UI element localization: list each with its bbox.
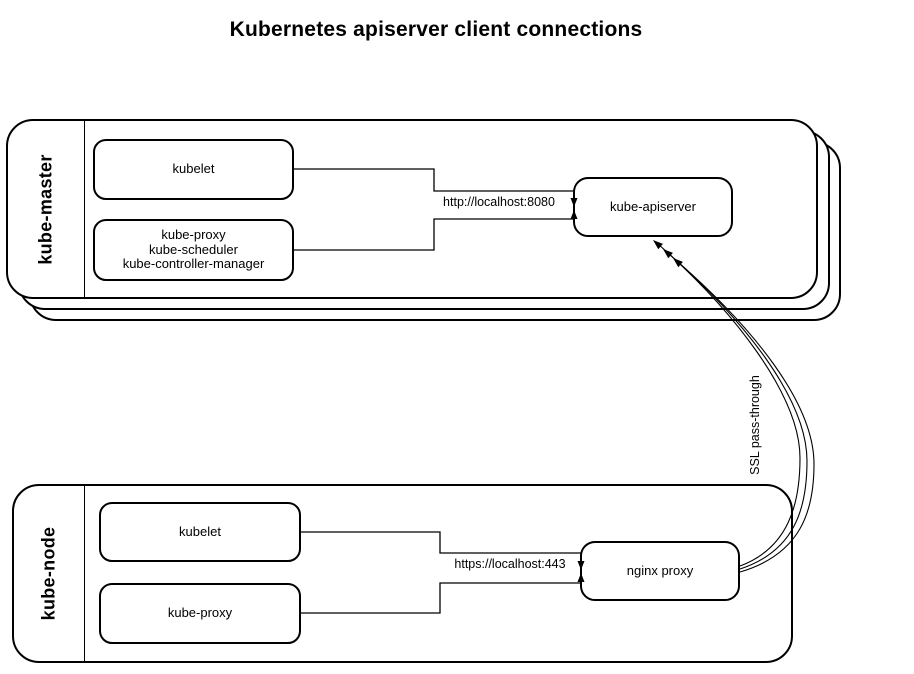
- master-kubelet-node: [93, 139, 294, 200]
- node-kubelet-node: [99, 502, 301, 562]
- node-label-strip: [14, 486, 85, 661]
- master-service-kube-scheduler-label: kube-scheduler: [149, 241, 238, 257]
- nginx-proxy-label: nginx proxy: [626, 562, 694, 578]
- nginx-proxy-node: [580, 541, 740, 601]
- master-label-strip: [8, 121, 85, 297]
- master-kubelet-label: kubelet: [172, 161, 215, 177]
- node-group-label: kube-node: [38, 526, 59, 621]
- master-service-kube-proxy-label: kube-proxy: [161, 227, 226, 243]
- diagram-title: Kubernetes apiserver client connections: [229, 18, 643, 41]
- edge-label-ssl-pass-through: SSL pass-through: [748, 375, 762, 475]
- kube-apiserver-node: [573, 177, 733, 237]
- node-kube-proxy-node: [99, 583, 301, 644]
- master-services-node: [93, 219, 294, 281]
- edge-label-http: http://localhost:8080: [443, 195, 555, 209]
- node-kube-proxy-label: kube-proxy: [167, 605, 233, 621]
- edge-label-https: https://localhost:443: [454, 557, 566, 571]
- master-group-label: kube-master: [35, 153, 56, 265]
- master-service-kube-controller-manager-label: kube-controller-manager: [122, 256, 265, 272]
- kube-apiserver-label: kube-apiserver: [610, 198, 696, 214]
- node-kubelet-label: kubelet: [179, 523, 221, 539]
